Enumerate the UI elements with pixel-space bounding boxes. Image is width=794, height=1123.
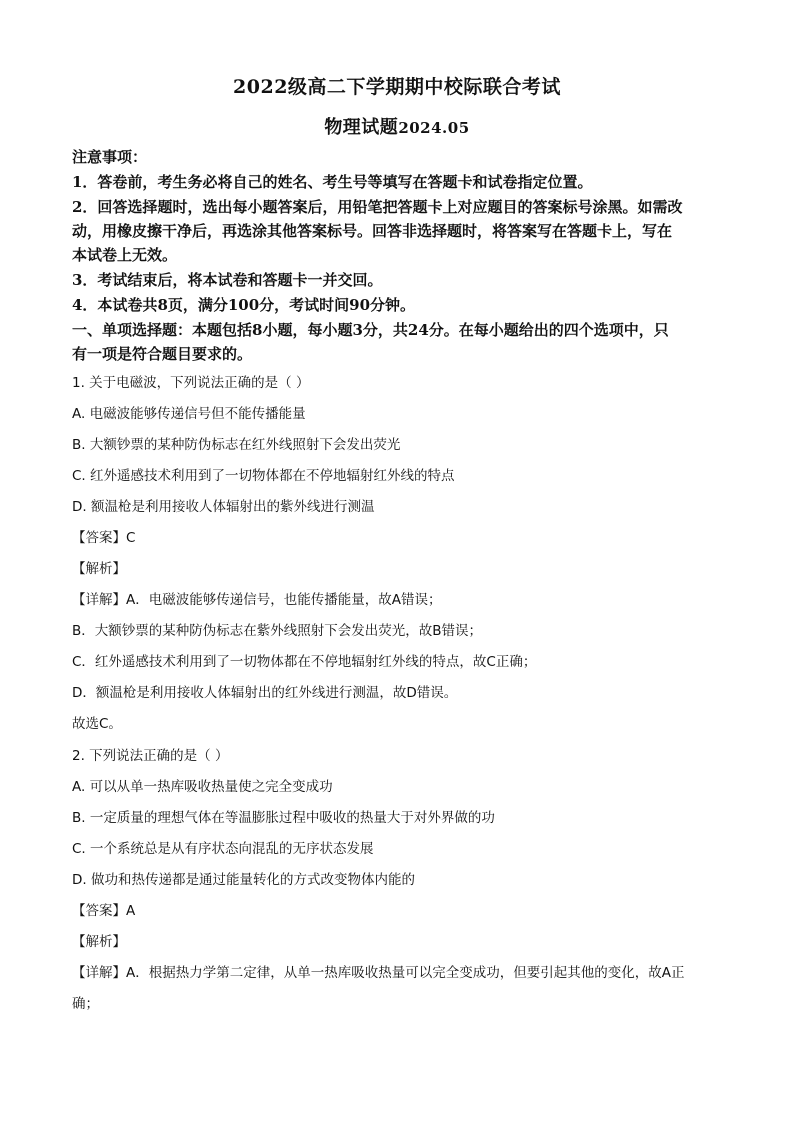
- notice-heading: 注意事项：: [72, 148, 148, 166]
- exam-title: 2022级高二下学期期中校际联合考试: [233, 76, 561, 98]
- q1-conclusion: 故选C。: [72, 716, 122, 732]
- q2-detail-1-line-2: 确；: [72, 996, 99, 1012]
- exam-date: 2024.05: [398, 119, 470, 137]
- notice-item-2-line-2: 动，用橡皮擦干净后，再选涂其他答案标号。回答非选择题时，将答案写在答题卡上，写在: [72, 222, 673, 240]
- q2-analysis-label: 【解析】: [72, 934, 126, 950]
- exam-subtitle: [0, 113, 794, 139]
- q1-option-c: C. 红外遥感技术利用到了一切物体都在不停地辐射红外线的特点: [72, 468, 455, 484]
- subject-title: 物理试题: [324, 117, 399, 138]
- q2-option-d: D. 做功和热传递都是通过能量转化的方式改变物体内能的: [72, 872, 415, 888]
- q2-answer: 【答案】A: [72, 903, 136, 919]
- q1-answer: 【答案】C: [72, 530, 136, 546]
- notice-item-3: 3．考试结束后，将本试卷和答题卡一并交回。: [72, 271, 383, 289]
- q1-option-d: D. 额温枪是利用接收人体辐射出的紫外线进行测温: [72, 499, 375, 515]
- notice-item-4: 4．本试卷共8页，满分100分，考试时间90分钟。: [72, 296, 416, 314]
- q1-stem: 1. 关于电磁波，下列说法正确的是（ ）: [72, 375, 310, 391]
- q2-option-a: A. 可以从单一热库吸收热量使之完全变成功: [72, 779, 333, 795]
- q2-stem: 2. 下列说法正确的是（ ）: [72, 748, 229, 764]
- q1-detail-2: B．大额钞票的某种防伪标志在紫外线照射下会发出荧光，故B错误；: [72, 623, 483, 639]
- notice-item-1: 1．答卷前，考生务必将自己的姓名、考生号等填写在答题卡和试卷指定位置。: [72, 173, 593, 191]
- notice-item-2-line-1: 2．回答选择题时，选出每小题答案后，用铅笔把答题卡上对应题目的答案标号涂黑。如需改: [72, 198, 683, 216]
- section-1-heading-line-2: 有一项是符合题目要求的。: [72, 345, 253, 363]
- q1-option-a: A. 电磁波能够传递信号但不能传播能量: [72, 406, 306, 422]
- q1-detail-1: 【详解】A．电磁波能够传递信号，也能传播能量，故A错误；: [72, 592, 442, 608]
- q1-detail-4: D．额温枪是利用接收人体辐射出的红外线进行测温，故D错误。: [72, 685, 458, 701]
- q2-option-c: C. 一个系统总是从有序状态向混乱的无序状态发展: [72, 841, 374, 857]
- section-1-heading-line-1: 一、单项选择题：本题包括8小题，每小题3分，共24分。在每小题给出的四个选项中，只: [72, 321, 669, 339]
- notice-item-2-line-3: 本试卷上无效。: [72, 246, 178, 264]
- q1-analysis-label: 【解析】: [72, 561, 126, 577]
- q1-detail-3: C．红外遥感技术利用到了一切物体都在不停地辐射红外线的特点，故C正确；: [72, 654, 537, 670]
- q2-detail-1-line-1: 【详解】A．根据热力学第二定律，从单一热库吸收热量可以完全变成功，但要引起其他的变化，故A正: [72, 965, 685, 981]
- q1-option-b: B. 大额钞票的某种防伪标志在红外线照射下会发出荧光: [72, 437, 401, 453]
- q2-option-b: B. 一定质量的理想气体在等温膨胀过程中吸收的热量大于对外界做的功: [72, 810, 495, 826]
